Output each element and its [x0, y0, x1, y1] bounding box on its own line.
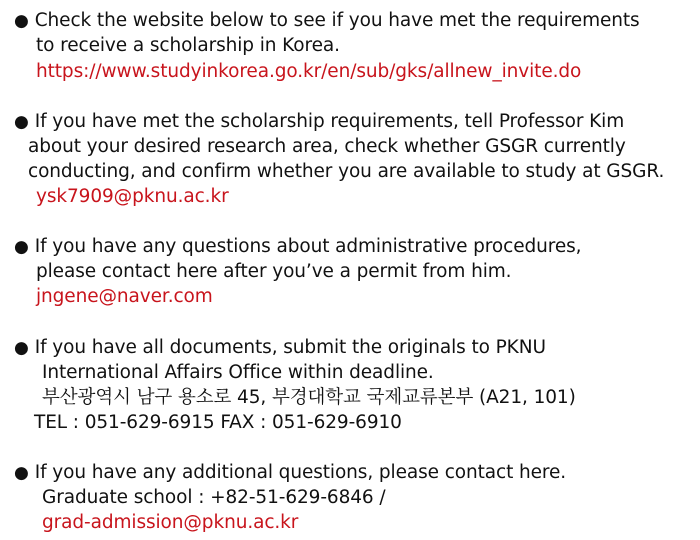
- graduate-school-phone: Graduate school : +82-51-629-6846 /: [42, 487, 386, 508]
- section-4-line-2: International Affairs Office within deadline.: [42, 362, 434, 383]
- section-2-line-2: about your desired research area, check whether GSGR currently: [28, 136, 626, 157]
- grad-admission-email-link[interactable]: grad-admission@pknu.ac.kr: [42, 512, 299, 533]
- section-3-line-1: ● If you have any questions about administrative procedures,: [14, 236, 582, 257]
- bullet-icon: ●: [14, 237, 29, 257]
- admin-email-link[interactable]: jngene@naver.com: [36, 286, 213, 307]
- bullet-icon: ●: [14, 338, 29, 358]
- professor-email-link[interactable]: ysk7909@pknu.ac.kr: [36, 186, 229, 207]
- section-5-line-1: ● If you have any additional questions, please contact here.: [14, 462, 567, 483]
- section-3-line-2: please contact here after you’ve a permit from him.: [36, 261, 512, 282]
- office-address: 부산광역시 남구 용소로 45, 부경대학교 국제교류본부 (A21, 101): [42, 387, 576, 408]
- bullet-icon: ●: [14, 11, 29, 31]
- bullet-icon: ●: [14, 112, 29, 132]
- section-1-line-1: ● Check the website below to see if you have met the requirements: [14, 10, 640, 31]
- section-1-line-2: to receive a scholarship in Korea.: [36, 35, 340, 56]
- section-2-line-1: ● If you have met the scholarship requirements, tell Professor Kim: [14, 111, 625, 132]
- section-4-line-1: ● If you have all documents, submit the originals to PKNU: [14, 337, 546, 358]
- scholarship-website-link[interactable]: https://www.studyinkorea.go.kr/en/sub/gks/allnew_invite.do: [36, 61, 582, 82]
- section-2-line-3: conducting, and confirm whether you are available to study at GSGR.: [28, 161, 665, 182]
- office-phone-fax: TEL : 051-629-6915 FAX : 051-629-6910: [34, 412, 402, 433]
- bullet-icon: ●: [14, 463, 29, 483]
